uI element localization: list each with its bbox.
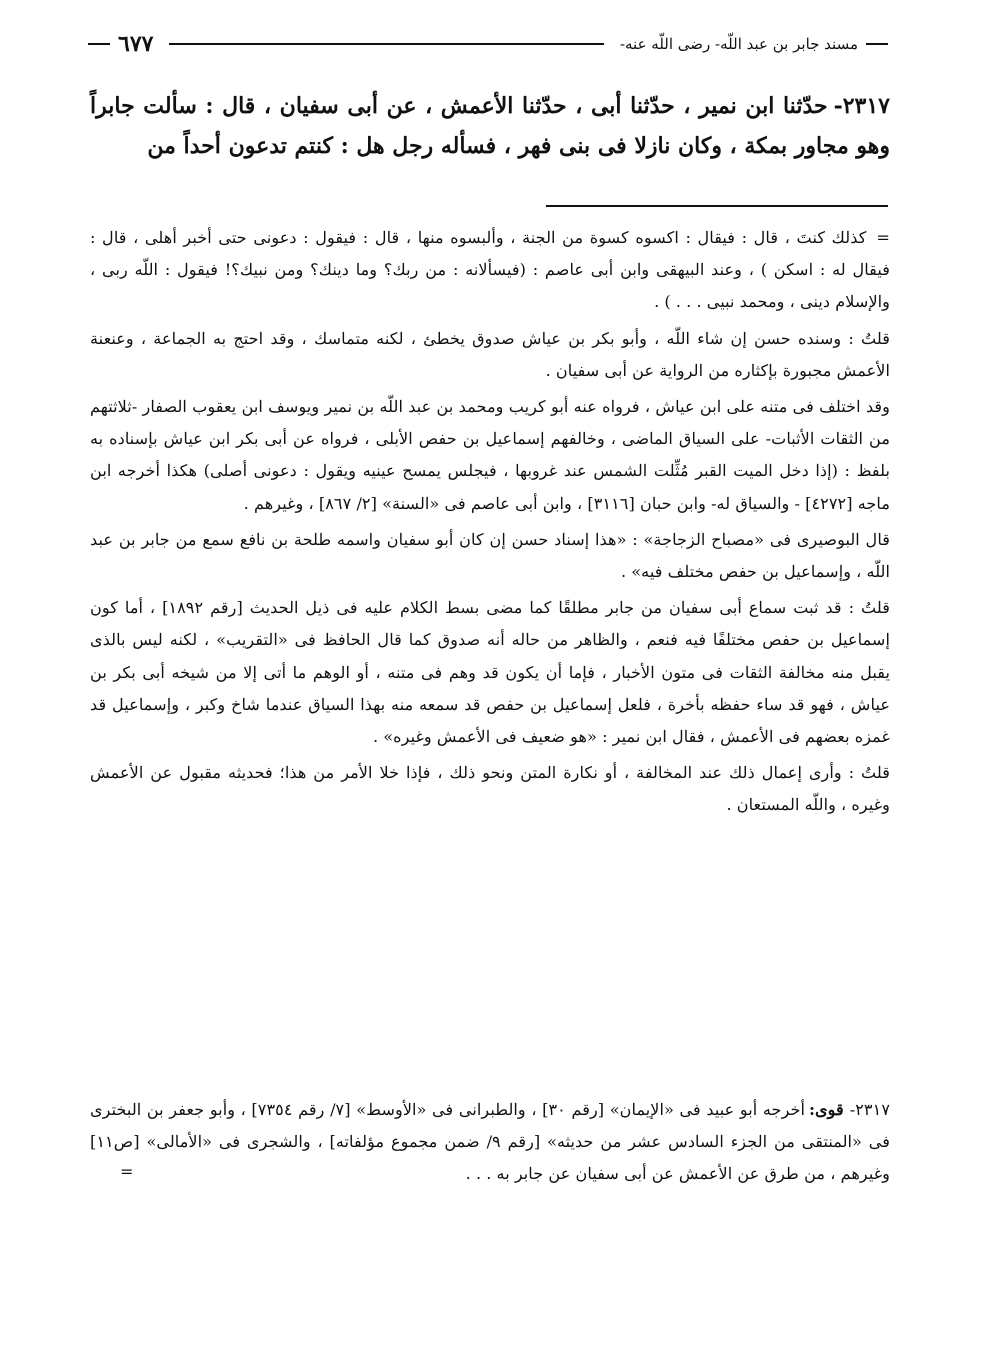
continuation-mark: = [876,228,890,247]
header-rule [169,43,603,45]
takhrij-block [90,1094,890,1191]
note-paragraph-1 [90,222,890,319]
takhrij-number: ٢٣١٧- [849,1100,891,1119]
hadith-number: ٢٣١٧- [833,93,890,119]
takhrij-text: أخرجه أبو عبيد فى «الإيمان» [رقم ٣٠] ، والطبرانى فى «الأوسط» [٧/ رقم ٧٣٥٤] ، وأبو جعفر بن البخترى فى «المنتقى من الجزء السادس عشر من حديثه» [رقم ٩/ ضمن مجموع مؤلفاته] ، والشجرى فى «الأمالى» [ص١١] وغيرهم ، من طرق عن الأعمش عن أبى سفيان عن جابر به . . . [90,1100,890,1184]
page-number: ٦٧٧ [118,31,154,57]
takhrij-grade: قوى: [809,1100,844,1119]
note-paragraph-2: قلتُ : وسنده حسن إن شاء اللّه ، وأبو بكر بن عياش صدوق يخطئ ، لكنه متماسك ، وقد احتج به الجماعة ، وعنعنة الأعمش مجبورة بإكثاره من الرواية عن أبى سفيان . [90,328,890,380]
header-dash-left [88,43,110,45]
hadith-text: حدّثنا ابن نمير ، حدّثنا أبى ، حدّثنا الأعمش ، عن أبى سفيان ، قال : سألت جابراً وهو مجاور بمكة ، وكان نازلا فى بنى فهر ، فسأله رجل هل : كنتم تدعون أحداً من [90,93,890,159]
header-dash-right [866,43,888,45]
note-paragraph-5: قلتُ : قد ثبت سماع أبى سفيان من جابر مطلقًا كما مضى بسط الكلام عليه فى ذيل الحديث [رقم ١٨٩٢] ، أما كون إسماعيل بن حفص مختلفًا فيه فنعم ، والظاهر من حاله أنه صدوق كما قال الحافظ فى «التقريب» ، لكنه ليس بالذى يقبل منه مخالفة الثقات فى متون الأخبار ، فإما أن يكون قد وهم فى متنه ، أو الوهم ما أتى إلا من شيخه أبى بكر بن عياش ، فهو قد ساء حفظه بأخرة ، فلعل إسماعيل بن حفص قد سمعه منه بهذا السياق عندما شاخ وكبر ، وإسماعيل قد غمزه بعضهم فى الأعمش ، فقال ابن نمير : «هو ضعيف فى الأعمش وغيره» . [90,598,890,747]
continuation-mark-end: = [120,1162,134,1182]
note-paragraph-4: قال البوصيرى فى «مصباح الزجاجة» : «هذا إسناد حسن إن كان أبو سفيان واسمه طلحة بن نافع سمع من جابر بن عبد اللّه ، وإسماعيل بن حفص مختلف فيه» . [90,529,890,582]
takhrij-paragraph [90,1094,890,1191]
note-text-1: كذلك كنتَ ، قال : فيقال : اكسوه كسوة من الجنة ، وألبسوه منها ، قال : فيقول : دعونى حتى أخبر أهلى ، قال : فيقال له : اسكن ) ، وعند البيهقى وابن أبى عاصم : (فيسألانه : من ربك؟ وما دينك؟ ومن نبيك؟! فيقول : اللّه ربى ، والإسلام دينى ، ومحمد نبيى . . . ) . [90,228,890,312]
hadith-text-block [90,86,890,166]
note-paragraph-6: قلتُ : وأرى إعمال ذلك عند المخالفة ، أو نكارة المتن ونحو ذلك ، فإذا خلا الأمر من هذا؛ فحديثه مقبول عن الأعمش وغيره ، واللّه المستعان . [90,763,890,815]
note-paragraph-3: وقد اختلف فى متنه على ابن عياش ، فرواه عنه أبو كريب ومحمد بن عبد اللّه بن نمير ويوسف ابن يعقوب الصفار -ثلاثتهم من الثقات الأثبات- على السياق الماضى ، وخالفهم إسماعيل بن حفص الأبلى ، فرواه عن أبى بكر ابن عياش بإسناده به بلفظ : (إذا دخل الميت القبر مُثِّلت الشمس عند غروبها ، فيجلس يمسح عينيه ويقول : دعونى أصلى) هكذا أخرجه ابن ماجه [٤٢٧٢] - والسياق له- وابن حبان [٣١١٦] ، وابن أبى عاصم فى «السنة» [٢/ ٨٦٧] ، وغيرهم . [90,397,890,513]
header-title: مسند جابر بن عبد اللّه- رضى اللّه عنه- [619,35,858,53]
footnotes-block [90,222,890,826]
page-header [88,26,888,62]
footnote-separator [546,205,888,207]
